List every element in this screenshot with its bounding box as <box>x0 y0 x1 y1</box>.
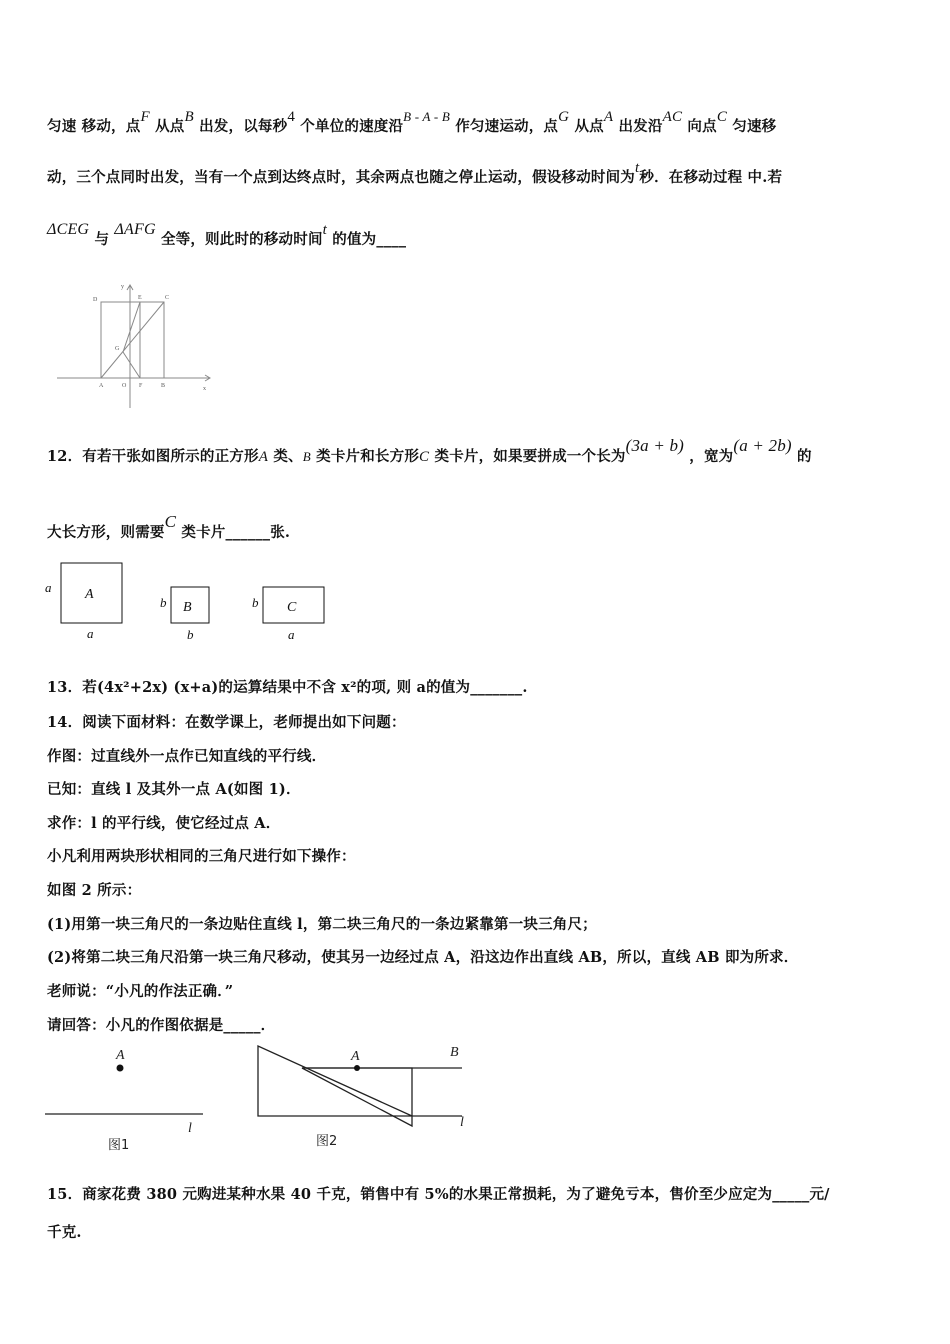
label-y: y <box>121 284 124 290</box>
q14-figures <box>40 1040 480 1160</box>
q13-line: 13．若(4x²+2x) (x+a)的运算结果中不含 x²的项, 则 a的值为_______. <box>47 679 528 696</box>
fig2-label-a: A <box>351 1049 360 1064</box>
q15-line-2: 千克. <box>47 1224 82 1241</box>
q14-line-4: 求作：l 的平行线，使它经过点 A． <box>47 815 281 832</box>
card-b-label: B <box>183 600 192 615</box>
q14-line-2: 作图：过直线外一点作已知直线的平行线． <box>47 748 327 765</box>
q11-line-2: 动，三个点同时出发，当有一个点到达终点时，其余两点也随之停止运动，假设移动时间为t秒．在移动过程 中.若 <box>47 160 783 186</box>
card-b-bottom: b <box>187 627 194 642</box>
fig2-point-a <box>354 1065 360 1071</box>
q14-line-10: 请回答：小凡的作图依据是_____． <box>47 1017 276 1034</box>
q12-line-1: 12．有若干张如图所示的正方形A 类、B 类卡片和长方形C 类卡片，如果要拼成一个长为(3a + b) ，宽为(a + 2b) 的 <box>47 436 812 465</box>
label-G: G <box>115 346 120 352</box>
card-a-bottom: a <box>87 626 94 641</box>
label-E: E <box>138 295 142 301</box>
fig2-caption: 图2 <box>316 1134 338 1149</box>
fig2-triangle-2 <box>302 1068 412 1126</box>
card-a-side: a <box>45 580 52 595</box>
fig1-label-l: l <box>188 1121 192 1136</box>
q14-line-9: 老师说：“小凡的作法正确．” <box>47 983 234 1000</box>
label-B: B <box>161 383 166 389</box>
q14-line-1: 14．阅读下面材料：在数学课上，老师提出如下问题： <box>47 714 406 731</box>
fig1-label-a: A <box>116 1048 125 1063</box>
q12-line-2: 大长方形，则需要C 类卡片______张. <box>47 512 291 541</box>
label-F: F <box>139 383 143 389</box>
segment-gf <box>123 352 140 378</box>
card-a-label: A <box>85 587 94 602</box>
card-c-label: C <box>287 600 297 615</box>
q11-figure <box>55 280 225 410</box>
q14-line-8: (2)将第二块三角尺沿第一块三角尺移动，使其另一边经过点 A，沿这边作出直线 AB，所以，直线 AB 即为所求． <box>47 949 799 966</box>
label-x: x <box>203 386 206 392</box>
fig2-label-l: l <box>460 1115 464 1130</box>
fig2-triangle-1 <box>258 1046 412 1116</box>
q12-cards-figure <box>40 560 340 645</box>
fig1-point-a <box>117 1065 124 1072</box>
fig2-label-b: B <box>450 1045 459 1060</box>
q11-line-3: ΔCEG 与 ΔAFG 全等，则此时的移动时间t 的值为____ <box>47 221 407 248</box>
card-c-bottom: a <box>288 627 295 642</box>
q14-line-5: 小凡利用两块形状相同的三角尺进行如下操作： <box>47 848 356 865</box>
fig1-caption: 图1 <box>108 1138 130 1153</box>
card-b-side: b <box>160 595 167 610</box>
label-O: O <box>122 383 127 389</box>
q14-line-7: (1)用第一块三角尺的一条边贴住直线 l，第二块三角尺的一条边紧靠第一块三角尺； <box>47 916 597 933</box>
q11-line-1: 匀速 移动，点F 从点B 出发，以每秒4 个单位的速度沿B - A - B 作匀速运动，点G 从点A 出发沿AC 向点C 匀速移 <box>47 109 777 135</box>
q14-line-6: 如图 2 所示： <box>47 882 142 899</box>
card-c-side: b <box>252 595 259 610</box>
label-C: C <box>165 295 170 301</box>
label-A: A <box>99 383 104 389</box>
segment-ge <box>123 302 140 352</box>
label-D: D <box>93 297 98 303</box>
q14-line-3: 已知：直线 l 及其外一点 A(如图 1)． <box>47 781 301 798</box>
q15-line-1: 15．商家花费 380 元购进某种水果 40 千克，销售中有 5%的水果正常损耗，为了避免亏本，售价至少应定为_____元/ <box>47 1186 830 1203</box>
